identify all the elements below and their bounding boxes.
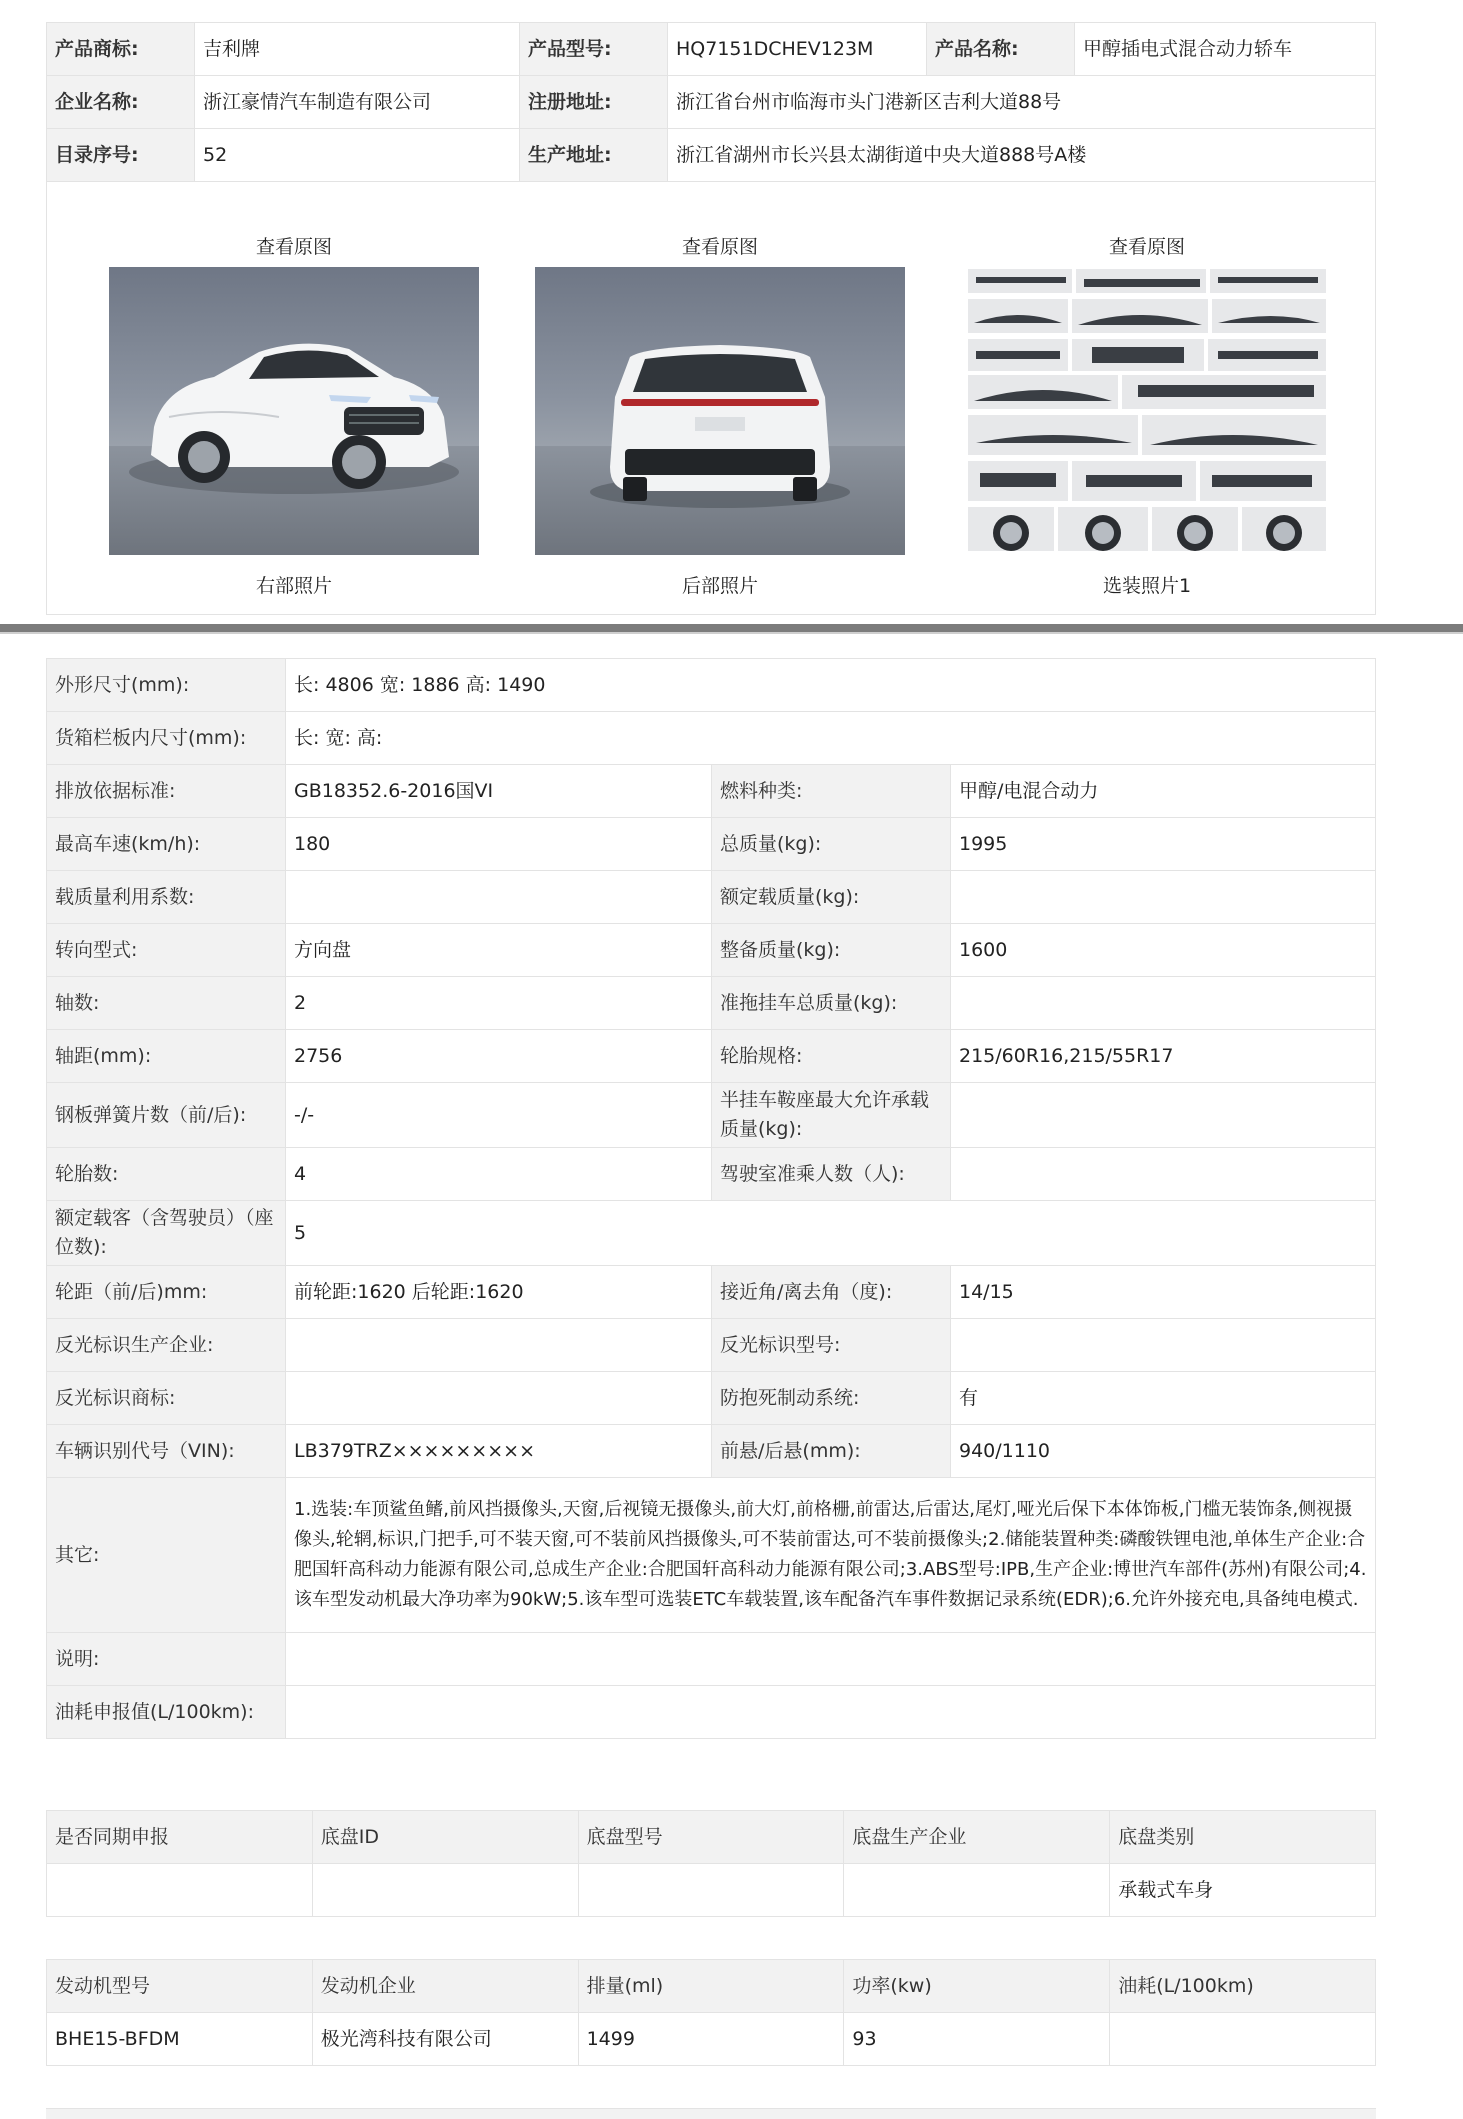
other-label: 其它: bbox=[47, 1478, 286, 1633]
consumption-label: 油耗申报值(L/100km): bbox=[47, 1686, 286, 1739]
table-header-row bbox=[47, 1811, 1376, 1864]
angle-label: 接近角/离去角（度): bbox=[712, 1266, 951, 1319]
spec-row bbox=[47, 1266, 1376, 1319]
seats-value: 5 bbox=[286, 1201, 1376, 1266]
spec-row bbox=[47, 871, 1376, 924]
car-rear-image bbox=[535, 267, 905, 555]
table-row bbox=[47, 2013, 1376, 2066]
total-mass-label: 总质量(kg): bbox=[712, 818, 951, 871]
tires-value: 4 bbox=[286, 1148, 712, 1201]
chassis-table bbox=[46, 1810, 1376, 1917]
spec-row bbox=[47, 1478, 1376, 1633]
spec-row bbox=[47, 977, 1376, 1030]
right-photo-caption: 右部照片 bbox=[255, 575, 332, 597]
springs-value: -/- bbox=[286, 1083, 712, 1148]
overhang-value: 940/1110 bbox=[951, 1425, 1376, 1478]
car-front-three-quarter-image bbox=[109, 267, 479, 555]
seats-label: 额定载客（含驾驶员）（座位数): bbox=[47, 1201, 286, 1266]
axles-label: 轴数: bbox=[47, 977, 286, 1030]
load-coef-label: 载质量利用系数: bbox=[47, 871, 286, 924]
spec-row bbox=[47, 765, 1376, 818]
spec-row bbox=[47, 1319, 1376, 1372]
consumption-value bbox=[286, 1686, 1376, 1739]
option-collage-image bbox=[962, 267, 1332, 555]
section-divider-shadow bbox=[0, 632, 1463, 634]
table-header: 发动机企业 bbox=[312, 1960, 578, 2013]
table-header: 底盘生产企业 bbox=[844, 1811, 1110, 1864]
catalog-value: 52 bbox=[195, 129, 520, 182]
cab-label: 驾驶室准乘人数（人): bbox=[712, 1148, 951, 1201]
model-value: HQ7151DCHEV123M bbox=[668, 23, 927, 76]
table-cell bbox=[312, 1864, 578, 1917]
company-value: 浙江豪情汽车制造有限公司 bbox=[195, 76, 520, 129]
cargo-value: 长: 宽: 高: bbox=[286, 712, 1376, 765]
table-cell: 承载式车身 bbox=[1110, 1864, 1376, 1917]
table-header: 油耗(L/100km) bbox=[1110, 1960, 1376, 2013]
spec-row bbox=[47, 1425, 1376, 1478]
view-original-link[interactable]: 查看原图 bbox=[255, 236, 332, 258]
tire-spec-value: 215/60R16,215/55R17 bbox=[951, 1030, 1376, 1083]
vin-value: LB379TRZ××××××××× bbox=[286, 1425, 712, 1478]
refl-maker-label: 反光标识生产企业: bbox=[47, 1319, 286, 1372]
spec-row bbox=[47, 818, 1376, 871]
vin-label: 车辆识别代号（VIN): bbox=[47, 1425, 286, 1478]
emission-value: GB18352.6-2016国VI bbox=[286, 765, 712, 818]
rear-photo-caption: 后部照片 bbox=[681, 575, 758, 597]
table-cell: 极光湾科技有限公司 bbox=[312, 2013, 578, 2066]
wheelbase-value: 2756 bbox=[286, 1030, 712, 1083]
dims-value: 长: 4806 宽: 1886 高: 1490 bbox=[286, 659, 1376, 712]
section-divider bbox=[0, 624, 1463, 632]
curb-value: 1600 bbox=[951, 924, 1376, 977]
table-cell: BHE15-BFDM bbox=[47, 2013, 313, 2066]
refl-model-label: 反光标识型号: bbox=[712, 1319, 951, 1372]
model-label: 产品型号: bbox=[520, 23, 668, 76]
table-row bbox=[47, 1864, 1376, 1917]
fuel-value: 甲醇/电混合动力 bbox=[951, 765, 1376, 818]
tires-label: 轮胎数: bbox=[47, 1148, 286, 1201]
tire-spec-label: 轮胎规格: bbox=[712, 1030, 951, 1083]
company-label: 企业名称: bbox=[47, 76, 195, 129]
fuel-label: 燃料种类: bbox=[712, 765, 951, 818]
emission-label: 排放依据标准: bbox=[47, 765, 286, 818]
table-cell bbox=[47, 1864, 313, 1917]
saddle-label: 半挂车鞍座最大允许承载质量(kg): bbox=[712, 1083, 951, 1148]
product-header bbox=[46, 22, 1376, 182]
speed-label: 最高车速(km/h): bbox=[47, 818, 286, 871]
abs-label: 防抱死制动系统: bbox=[712, 1372, 951, 1425]
brand-value: 吉利牌 bbox=[195, 23, 520, 76]
rear-photo[interactable] bbox=[535, 267, 905, 555]
table-header: 功率(kw) bbox=[844, 1960, 1110, 2013]
name-value: 甲醇插电式混合动力轿车 bbox=[1075, 23, 1376, 76]
option-photo-collage[interactable] bbox=[962, 267, 1332, 555]
curb-label: 整备质量(kg): bbox=[712, 924, 951, 977]
dims-label: 外形尺寸(mm): bbox=[47, 659, 286, 712]
steering-value: 方向盘 bbox=[286, 924, 712, 977]
right-side-photo[interactable] bbox=[109, 267, 479, 555]
spec-row bbox=[47, 712, 1376, 765]
spec-row bbox=[47, 1083, 1376, 1148]
rated-load-value bbox=[951, 871, 1376, 924]
table-cell bbox=[578, 1864, 844, 1917]
reg-addr-label: 注册地址: bbox=[520, 76, 668, 129]
track-value: 前轮距:1620 后轮距:1620 bbox=[286, 1266, 712, 1319]
load-coef-value bbox=[286, 871, 712, 924]
total-mass-value: 1995 bbox=[951, 818, 1376, 871]
other-value: 1.选装:车顶鲨鱼鳍,前风挡摄像头,天窗,后视镜无摄像头,前大灯,前格栅,前雷达,后雷达,尾灯,哑光后保下本体饰板,门槛无装饰条,侧视摄像头,轮辋,标识,门把手,可不装天窗,可不装前风挡摄像头,可不装前雷达,可不装前摄像头;2.储能装置种类:磷酸铁锂电池,单体生产企业:合肥国轩高科动力能源有限公司,总成生产企业:合肥国轩高科动力能源有限公司;3.ABS型号:IPB,生产企业:博世汽车部件(苏州)有限公司;4.该车型发动机最大净功率为90kW;5.该车型可选装ETC车载装置,该车配备汽车事件数据记录系统(EDR);6.允许外接充电,具备纯电模式. bbox=[286, 1478, 1376, 1633]
angle-value: 14/15 bbox=[951, 1266, 1376, 1319]
table-header: 排量(ml) bbox=[578, 1960, 844, 2013]
table-header: 是否同期申报 bbox=[47, 1811, 313, 1864]
overhang-label: 前悬/后悬(mm): bbox=[712, 1425, 951, 1478]
track-label: 轮距（前/后)mm: bbox=[47, 1266, 286, 1319]
table-cell bbox=[1110, 2013, 1376, 2066]
table-header: 底盘ID bbox=[312, 1811, 578, 1864]
springs-label: 钢板弹簧片数（前/后): bbox=[47, 1083, 286, 1148]
table-header: 底盘型号 bbox=[578, 1811, 844, 1864]
table-header: 发动机型号 bbox=[47, 1960, 313, 2013]
view-original-link[interactable]: 查看原图 bbox=[681, 236, 758, 258]
spec-row bbox=[47, 924, 1376, 977]
spec-row bbox=[47, 1686, 1376, 1739]
brand-label: 产品商标: bbox=[47, 23, 195, 76]
cargo-label: 货箱栏板内尺寸(mm): bbox=[47, 712, 286, 765]
spec-row bbox=[47, 1633, 1376, 1686]
spec-row bbox=[47, 659, 1376, 712]
engine-table bbox=[46, 1959, 1376, 2066]
photo-gallery bbox=[46, 182, 1376, 615]
cab-value bbox=[951, 1148, 1376, 1201]
table-cell bbox=[844, 1864, 1110, 1917]
refl-model-value bbox=[951, 1319, 1376, 1372]
option-photo-caption: 选装照片1 bbox=[1102, 575, 1192, 597]
prod-addr-value: 浙江省湖州市长兴县太湖街道中央大道888号A楼 bbox=[668, 129, 1376, 182]
axles-value: 2 bbox=[286, 977, 712, 1030]
table-cell: 93 bbox=[844, 2013, 1110, 2066]
note-label: 说明: bbox=[47, 1633, 286, 1686]
table-header-row bbox=[47, 1960, 1376, 2013]
table-header: 底盘类别 bbox=[1110, 1811, 1376, 1864]
next-table-edge bbox=[46, 2108, 1376, 2119]
trailer-label: 准拖挂车总质量(kg): bbox=[712, 977, 951, 1030]
spec-row bbox=[47, 1372, 1376, 1425]
spec-row bbox=[47, 1030, 1376, 1083]
speed-value: 180 bbox=[286, 818, 712, 871]
view-original-link[interactable]: 查看原图 bbox=[1108, 236, 1185, 258]
spec-table bbox=[46, 658, 1376, 1739]
wheelbase-label: 轴距(mm): bbox=[47, 1030, 286, 1083]
reg-addr-value: 浙江省台州市临海市头门港新区吉利大道88号 bbox=[668, 76, 1376, 129]
catalog-label: 目录序号: bbox=[47, 129, 195, 182]
spec-row bbox=[47, 1201, 1376, 1266]
name-label: 产品名称: bbox=[927, 23, 1075, 76]
abs-value: 有 bbox=[951, 1372, 1376, 1425]
refl-maker-value bbox=[286, 1319, 712, 1372]
steering-label: 转向型式: bbox=[47, 924, 286, 977]
note-value bbox=[286, 1633, 1376, 1686]
spec-row bbox=[47, 1148, 1376, 1201]
refl-brand-label: 反光标识商标: bbox=[47, 1372, 286, 1425]
trailer-value bbox=[951, 977, 1376, 1030]
rated-load-label: 额定载质量(kg): bbox=[712, 871, 951, 924]
saddle-value bbox=[951, 1083, 1376, 1148]
table-cell: 1499 bbox=[578, 2013, 844, 2066]
refl-brand-value bbox=[286, 1372, 712, 1425]
prod-addr-label: 生产地址: bbox=[520, 129, 668, 182]
